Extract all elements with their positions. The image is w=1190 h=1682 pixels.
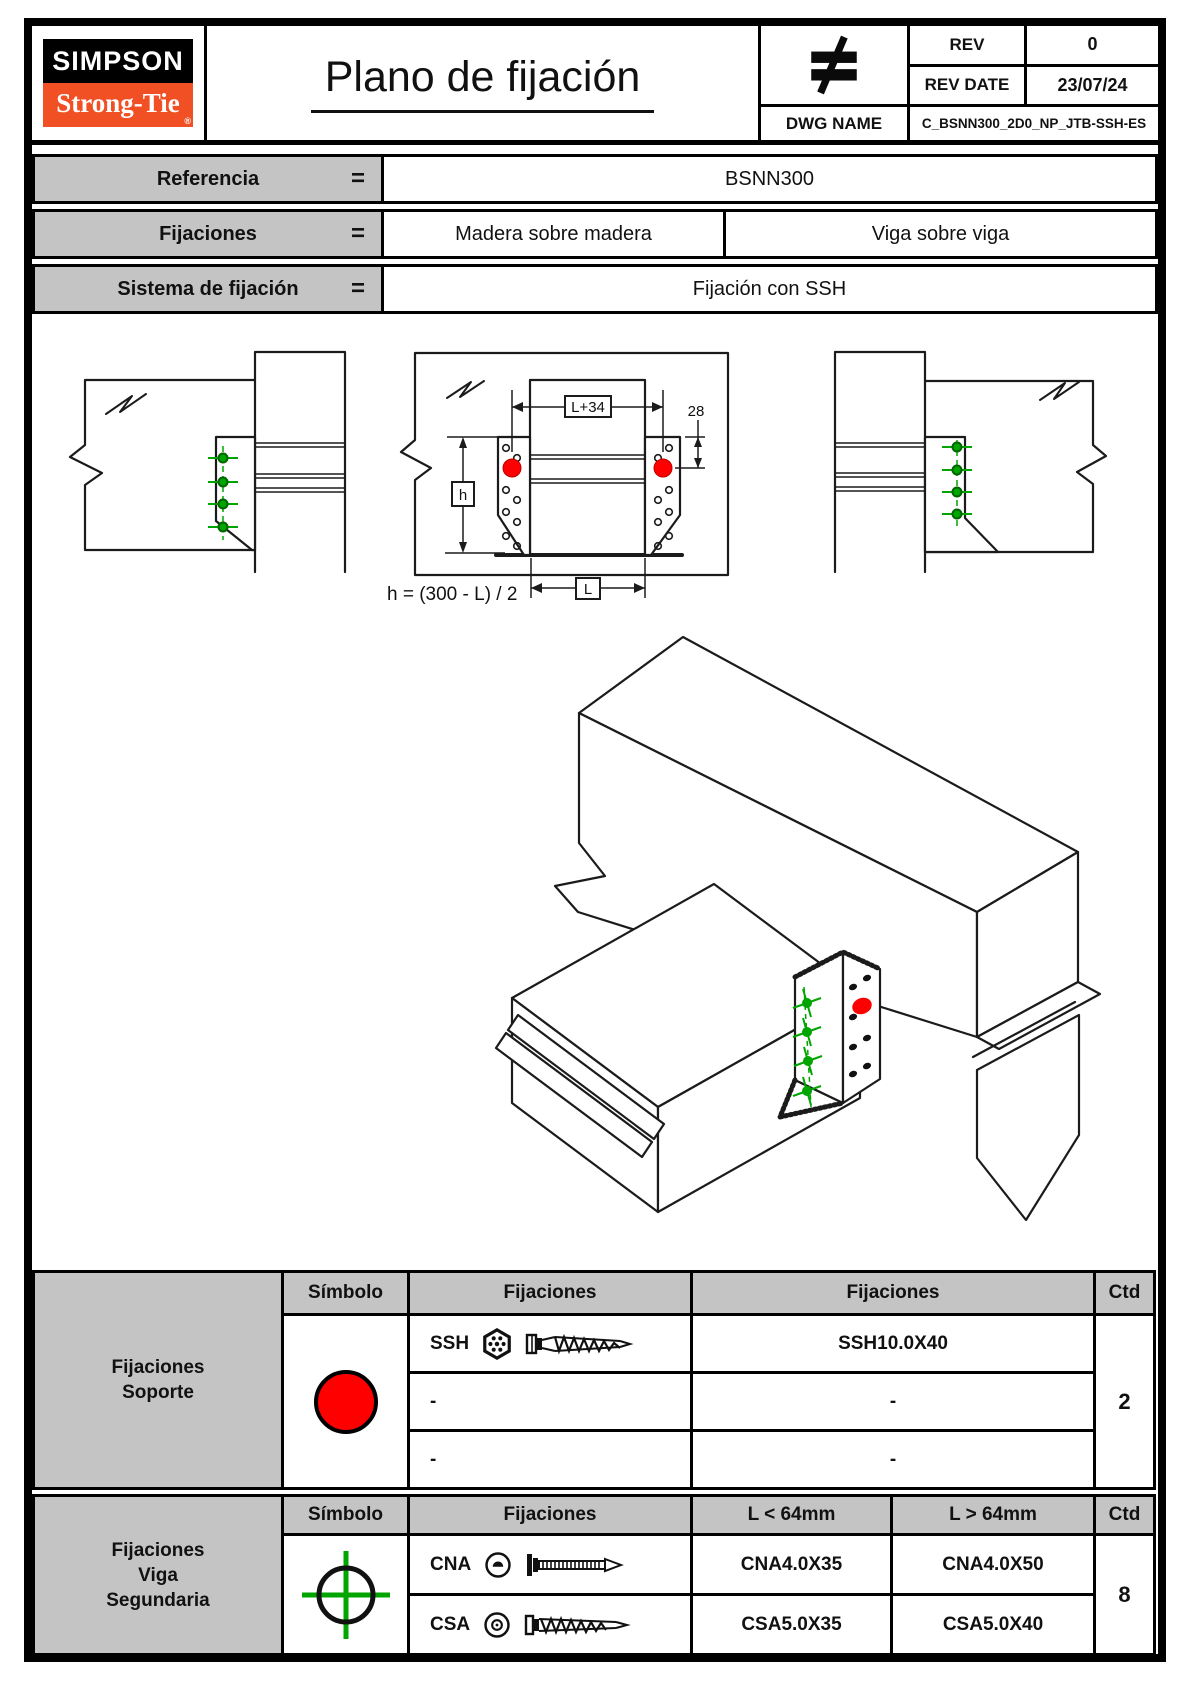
cna-product-label: CNA <box>430 1553 472 1575</box>
beam-group-label-line2: Viga <box>138 1564 178 1586</box>
green-crosshair-circle-icon <box>298 1547 394 1643</box>
col-header-small-length: L < 64mm <box>693 1497 890 1533</box>
beam-symbol-cell <box>284 1536 407 1653</box>
side-view-left-drawing <box>50 340 370 572</box>
break-line-icon <box>106 394 146 414</box>
isometric-view-drawing <box>420 575 1110 1265</box>
side-view-right-drawing <box>788 340 1105 572</box>
main-beam-section <box>255 352 345 572</box>
hanger-flange-right <box>645 437 680 555</box>
beam-group-label-line1: Fijaciones <box>111 1539 205 1561</box>
info-row-referencia <box>32 154 1158 204</box>
red-filled-circle-icon <box>314 1370 378 1434</box>
csa-screw-icon <box>524 1608 632 1642</box>
col-header-large-length: L > 64mm <box>893 1497 1093 1533</box>
referencia-value: BSNN300 <box>725 167 814 190</box>
ssh-product-label: SSH <box>430 1332 470 1354</box>
simpson-strongtie-logo <box>43 39 193 127</box>
hanger-edge-lines <box>255 443 345 492</box>
support-symbol-cell <box>284 1316 407 1487</box>
fijaciones-label-text: Fijaciones <box>159 222 257 245</box>
break-line-icon <box>447 381 484 398</box>
not-equal-icon <box>806 35 862 95</box>
page-title: Plano de fijación <box>311 53 655 113</box>
sistema-value: Fijación con SSH <box>692 277 847 300</box>
dwg-name-label: DWG NAME <box>761 107 907 140</box>
beam-row-cna <box>410 1536 690 1593</box>
fijaciones-label <box>35 212 384 256</box>
rev-date-value: 23/07/24 <box>1027 67 1158 105</box>
cna-large-value: CNA4.0X50 <box>893 1536 1093 1593</box>
height-formula: h = (300 - L) / 2 <box>387 584 518 605</box>
fijaciones-value-material: Madera sobre madera <box>384 212 726 256</box>
dim-l-label: L <box>583 581 593 598</box>
cna-small-value: CNA4.0X35 <box>693 1536 890 1593</box>
beam-row-csa <box>410 1596 690 1653</box>
support-row-2: - <box>410 1374 690 1429</box>
ssh-screw-icon <box>525 1327 637 1361</box>
referencia-label-text: Referencia <box>156 167 260 190</box>
support-group-label-line1: Fijaciones <box>111 1357 205 1378</box>
col-header-fijaciones-1: Fijaciones <box>410 1273 690 1313</box>
col-header-fijaciones: Fijaciones <box>410 1497 690 1533</box>
support-fixings-table <box>32 1270 1156 1490</box>
sheet-title-cell <box>207 26 758 140</box>
support-qty: 2 <box>1096 1316 1153 1487</box>
ssh-head-icon <box>481 1328 513 1360</box>
support-row-3-value: - <box>693 1432 1093 1487</box>
col-header-ctd: Ctd <box>1096 1273 1153 1313</box>
registered-mark: ® <box>184 116 191 126</box>
not-equal-cell <box>761 26 907 104</box>
beam-fixings-table <box>32 1494 1156 1656</box>
break-line-icon <box>1040 382 1079 400</box>
rev-label: REV <box>910 26 1024 64</box>
beam-qty: 8 <box>1096 1536 1153 1653</box>
col-header-ctd: Ctd <box>1096 1497 1153 1533</box>
col-header-simbolo: Símbolo <box>284 1497 407 1533</box>
csa-head-icon <box>482 1610 512 1640</box>
cna-head-icon <box>483 1550 513 1580</box>
equals-sign: = <box>350 165 365 192</box>
dim-h-label: h <box>458 487 468 504</box>
csa-small-value: CSA5.0X35 <box>693 1596 890 1653</box>
dim-offset-label: 28 <box>687 403 705 420</box>
logo-simpson: SIMPSON <box>43 39 193 83</box>
rev-date-label: REV DATE <box>910 67 1024 105</box>
main-beam-section <box>835 352 925 572</box>
logo-strongtie-text: Strong-Tie <box>56 88 180 118</box>
fijaciones-value-type: Viga sobre viga <box>871 222 1010 245</box>
referencia-label <box>35 157 384 201</box>
support-row-ssh <box>410 1316 690 1371</box>
equals-sign: = <box>350 220 365 247</box>
hanger-flange-plate <box>843 952 880 1103</box>
col-header-fijaciones-2: Fijaciones <box>693 1273 1093 1313</box>
info-row-sistema <box>32 264 1158 314</box>
equals-sign: = <box>350 275 365 302</box>
sistema-label <box>35 267 384 311</box>
hanger-back-lines <box>530 455 645 483</box>
rev-value: 0 <box>1027 26 1158 64</box>
sistema-label-text: Sistema de fijación <box>117 277 299 300</box>
logo-cell <box>32 26 204 140</box>
support-group-label-line2: Soporte <box>122 1382 194 1403</box>
csa-large-value: CSA5.0X40 <box>893 1596 1093 1653</box>
dim-top-label: L+34 <box>571 399 605 416</box>
logo-strongtie <box>43 83 193 127</box>
beam-group-label <box>35 1497 281 1653</box>
info-row-fijaciones <box>32 209 1158 259</box>
hanger-edge-lines <box>835 443 925 491</box>
support-row-3: - <box>410 1432 690 1487</box>
dwg-name-value: C_BSNN300_2D0_NP_JTB-SSH-ES <box>910 107 1158 140</box>
col-header-simbolo: Símbolo <box>284 1273 407 1313</box>
cna-nail-icon <box>525 1548 629 1582</box>
support-group-label <box>35 1273 281 1487</box>
support-row-ssh-value: SSH10.0X40 <box>693 1316 1093 1371</box>
red-ssh-screw-dot-icon <box>654 459 672 477</box>
red-ssh-screw-dot-icon <box>503 459 521 477</box>
support-row-2-value: - <box>693 1374 1093 1429</box>
beam-group-label-line3: Segundaria <box>106 1589 210 1611</box>
title-block <box>32 26 1158 145</box>
csa-product-label: CSA <box>430 1613 471 1635</box>
